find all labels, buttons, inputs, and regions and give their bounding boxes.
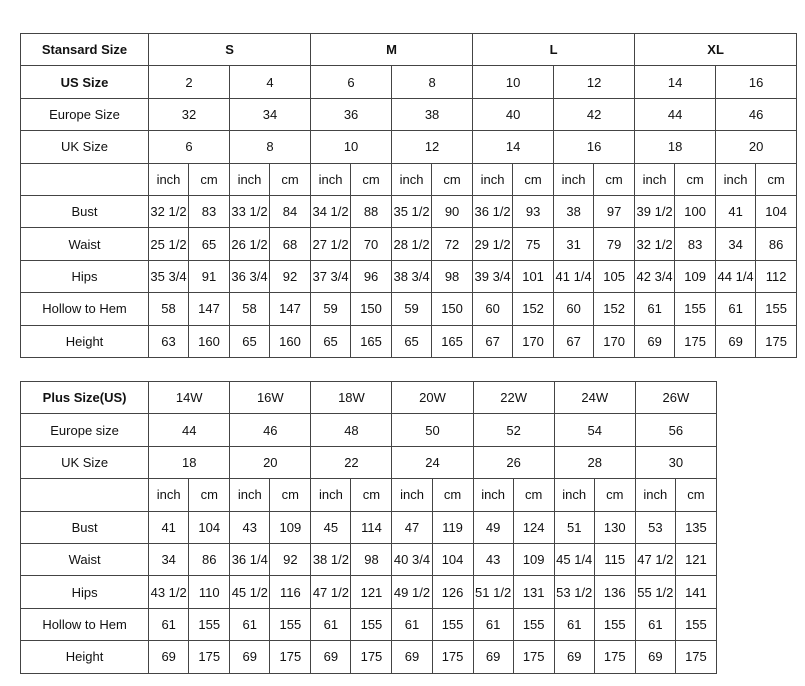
unit-row [21, 163, 797, 195]
plus-measure-inch: 61 [473, 608, 513, 640]
plus-measure-inch: 43 [230, 511, 270, 543]
uk-size-cell: 18 [635, 131, 716, 163]
plus-measure-cm: 114 [351, 511, 392, 543]
measure-inch: 35 1/2 [392, 195, 432, 227]
measure-cm: 160 [189, 325, 230, 357]
uk-size-cell: 20 [716, 131, 797, 163]
plus-unit-row [21, 479, 717, 511]
measure-cm: 155 [756, 293, 797, 325]
plus-measure-row [21, 543, 717, 575]
plus-measure-inch: 51 1/2 [473, 576, 513, 608]
plus-measure-cm: 119 [432, 511, 473, 543]
measure-inch: 25 1/2 [149, 228, 189, 260]
unit-row-blank [21, 163, 149, 195]
measure-cm: 86 [756, 228, 797, 260]
plus-size-row [21, 382, 717, 414]
plus-measure-inch: 43 [473, 543, 513, 575]
measure-inch: 60 [554, 293, 594, 325]
measure-inch: 69 [716, 325, 756, 357]
group-s: S [149, 34, 311, 66]
measure-inch: 27 1/2 [311, 228, 351, 260]
plus-size-cell: 26W [635, 382, 716, 414]
measure-cm: 160 [270, 325, 311, 357]
plus-measure-inch: 45 1/2 [230, 576, 270, 608]
plus-measure-inch: 61 [635, 608, 675, 640]
plus-measure-cm: 110 [189, 576, 230, 608]
measure-label: Waist [21, 228, 149, 260]
standard-size-table [20, 33, 797, 358]
measure-row [21, 293, 797, 325]
unit-inch: inch [311, 163, 351, 195]
plus-europe-cell: 48 [311, 414, 392, 446]
europe-size-cell: 40 [473, 98, 554, 130]
measure-cm: 165 [432, 325, 473, 357]
measure-cm: 97 [594, 195, 635, 227]
measure-inch: 63 [149, 325, 189, 357]
plus-unit-inch: inch [554, 479, 594, 511]
europe-size-label: Europe Size [21, 98, 149, 130]
plus-europe-cell: 52 [473, 414, 554, 446]
europe-size-cell: 44 [635, 98, 716, 130]
plus-measure-cm: 175 [351, 641, 392, 673]
measure-inch: 60 [473, 293, 513, 325]
measure-inch: 37 3/4 [311, 260, 351, 292]
unit-inch: inch [473, 163, 513, 195]
measure-cm: 88 [351, 195, 392, 227]
plus-measure-label: Bust [21, 511, 149, 543]
plus-measure-cm: 116 [270, 576, 311, 608]
plus-measure-inch: 47 [392, 511, 432, 543]
europe-size-row [21, 98, 797, 130]
plus-measure-inch: 61 [311, 608, 351, 640]
measure-cm: 147 [189, 293, 230, 325]
measure-cm: 150 [432, 293, 473, 325]
plus-unit-cm: cm [270, 479, 311, 511]
plus-unit-cm: cm [432, 479, 473, 511]
europe-size-cell: 42 [554, 98, 635, 130]
measure-inch: 29 1/2 [473, 228, 513, 260]
plus-unit-cm: cm [675, 479, 716, 511]
plus-measure-cm: 124 [513, 511, 554, 543]
measure-inch: 58 [230, 293, 270, 325]
plus-uk-cell: 28 [554, 446, 635, 478]
unit-inch: inch [554, 163, 594, 195]
plus-measure-cm: 155 [189, 608, 230, 640]
measure-inch: 38 [554, 195, 594, 227]
unit-cm: cm [756, 163, 797, 195]
plus-measure-cm: 109 [270, 511, 311, 543]
measure-inch: 34 [716, 228, 756, 260]
measure-cm: 152 [513, 293, 554, 325]
plus-measure-inch: 69 [392, 641, 432, 673]
plus-uk-label: UK Size [21, 446, 149, 478]
measure-cm: 72 [432, 228, 473, 260]
us-size-label: US Size [21, 66, 149, 98]
plus-measure-inch: 43 1/2 [149, 576, 189, 608]
uk-size-cell: 14 [473, 131, 554, 163]
europe-size-cell: 36 [311, 98, 392, 130]
plus-uk-cell: 24 [392, 446, 473, 478]
measure-cm: 83 [189, 195, 230, 227]
uk-size-label: UK Size [21, 131, 149, 163]
plus-uk-cell: 30 [635, 446, 716, 478]
plus-unit-row-blank [21, 479, 149, 511]
plus-measure-cm: 175 [432, 641, 473, 673]
unit-inch: inch [392, 163, 432, 195]
plus-measure-inch: 49 [473, 511, 513, 543]
measure-row [21, 325, 797, 357]
measure-cm: 65 [189, 228, 230, 260]
measure-cm: 92 [270, 260, 311, 292]
measure-inch: 26 1/2 [230, 228, 270, 260]
plus-unit-inch: inch [635, 479, 675, 511]
measure-inch: 59 [311, 293, 351, 325]
plus-measure-cm: 115 [594, 543, 635, 575]
measure-inch: 38 3/4 [392, 260, 432, 292]
plus-size-cell: 22W [473, 382, 554, 414]
plus-measure-cm: 155 [432, 608, 473, 640]
measure-cm: 84 [270, 195, 311, 227]
measure-cm: 150 [351, 293, 392, 325]
measure-cm: 105 [594, 260, 635, 292]
measure-inch: 39 1/2 [635, 195, 675, 227]
uk-size-cell: 6 [149, 131, 230, 163]
measure-inch: 36 3/4 [230, 260, 270, 292]
measure-cm: 90 [432, 195, 473, 227]
plus-measure-inch: 61 [392, 608, 432, 640]
measure-cm: 100 [675, 195, 716, 227]
plus-measure-inch: 69 [149, 641, 189, 673]
measure-inch: 67 [554, 325, 594, 357]
measure-inch: 61 [716, 293, 756, 325]
plus-measure-cm: 155 [270, 608, 311, 640]
plus-europe-label: Europe size [21, 414, 149, 446]
plus-measure-label: Waist [21, 543, 149, 575]
measure-inch: 67 [473, 325, 513, 357]
plus-measure-inch: 45 1/4 [554, 543, 594, 575]
plus-measure-inch: 41 [149, 511, 189, 543]
plus-measure-inch: 38 1/2 [311, 543, 351, 575]
measure-cm: 79 [594, 228, 635, 260]
measure-cm: 109 [675, 260, 716, 292]
plus-unit-cm: cm [513, 479, 554, 511]
measure-inch: 41 [716, 195, 756, 227]
plus-uk-cell: 20 [230, 446, 311, 478]
plus-measure-cm: 136 [594, 576, 635, 608]
plus-measure-inch: 36 1/4 [230, 543, 270, 575]
standard-group-row [21, 34, 797, 66]
plus-measure-inch: 47 1/2 [635, 543, 675, 575]
plus-measure-inch: 49 1/2 [392, 576, 432, 608]
unit-cm: cm [432, 163, 473, 195]
unit-inch: inch [149, 163, 189, 195]
measure-cm: 98 [432, 260, 473, 292]
plus-unit-cm: cm [189, 479, 230, 511]
measure-label: Height [21, 325, 149, 357]
measure-cm: 70 [351, 228, 392, 260]
measure-cm: 147 [270, 293, 311, 325]
plus-measure-row [21, 641, 717, 673]
measure-cm: 104 [756, 195, 797, 227]
plus-size-cell: 20W [392, 382, 473, 414]
us-size-cell: 6 [311, 66, 392, 98]
uk-size-row [21, 131, 797, 163]
plus-measure-cm: 155 [513, 608, 554, 640]
measure-cm: 96 [351, 260, 392, 292]
plus-unit-inch: inch [392, 479, 432, 511]
group-m: M [311, 34, 473, 66]
plus-measure-inch: 40 3/4 [392, 543, 432, 575]
measure-inch: 65 [230, 325, 270, 357]
measure-cm: 112 [756, 260, 797, 292]
us-size-cell: 16 [716, 66, 797, 98]
measure-inch: 65 [311, 325, 351, 357]
measure-cm: 75 [513, 228, 554, 260]
unit-cm: cm [351, 163, 392, 195]
plus-measure-inch: 53 1/2 [554, 576, 594, 608]
europe-size-cell: 34 [230, 98, 311, 130]
plus-measure-cm: 126 [432, 576, 473, 608]
measure-inch: 42 3/4 [635, 260, 675, 292]
plus-measure-inch: 69 [473, 641, 513, 673]
plus-europe-cell: 44 [149, 414, 230, 446]
unit-cm: cm [270, 163, 311, 195]
europe-size-cell: 46 [716, 98, 797, 130]
measure-cm: 152 [594, 293, 635, 325]
plus-measure-cm: 121 [675, 543, 716, 575]
us-size-row [21, 66, 797, 98]
plus-unit-inch: inch [311, 479, 351, 511]
plus-uk-cell: 22 [311, 446, 392, 478]
plus-europe-cell: 46 [230, 414, 311, 446]
uk-size-cell: 12 [392, 131, 473, 163]
us-size-cell: 14 [635, 66, 716, 98]
measure-inch: 65 [392, 325, 432, 357]
plus-measure-inch: 51 [554, 511, 594, 543]
unit-cm: cm [594, 163, 635, 195]
measure-cm: 68 [270, 228, 311, 260]
us-size-cell: 2 [149, 66, 230, 98]
measure-cm: 101 [513, 260, 554, 292]
group-xl: XL [635, 34, 797, 66]
europe-size-cell: 38 [392, 98, 473, 130]
plus-measure-inch: 55 1/2 [635, 576, 675, 608]
plus-size-cell: 14W [149, 382, 230, 414]
measure-label: Hips [21, 260, 149, 292]
plus-unit-inch: inch [473, 479, 513, 511]
plus-measure-label: Height [21, 641, 149, 673]
plus-unit-inch: inch [230, 479, 270, 511]
measure-inch: 69 [635, 325, 675, 357]
measure-inch: 41 1/4 [554, 260, 594, 292]
measure-cm: 165 [351, 325, 392, 357]
measure-cm: 175 [756, 325, 797, 357]
plus-measure-cm: 135 [675, 511, 716, 543]
measure-inch: 39 3/4 [473, 260, 513, 292]
plus-measure-row [21, 608, 717, 640]
measure-row [21, 228, 797, 260]
us-size-cell: 12 [554, 66, 635, 98]
plus-measure-row [21, 511, 717, 543]
plus-measure-inch: 53 [635, 511, 675, 543]
plus-uk-row [21, 446, 717, 478]
plus-measure-inch: 61 [554, 608, 594, 640]
plus-uk-cell: 26 [473, 446, 554, 478]
plus-measure-inch: 69 [230, 641, 270, 673]
plus-measure-label: Hollow to Hem [21, 608, 149, 640]
measure-cm: 170 [594, 325, 635, 357]
unit-cm: cm [675, 163, 716, 195]
uk-size-cell: 10 [311, 131, 392, 163]
measure-cm: 155 [675, 293, 716, 325]
plus-measure-label: Hips [21, 576, 149, 608]
plus-size-cell: 18W [311, 382, 392, 414]
measure-inch: 36 1/2 [473, 195, 513, 227]
measure-inch: 31 [554, 228, 594, 260]
measure-cm: 83 [675, 228, 716, 260]
measure-cm: 91 [189, 260, 230, 292]
plus-uk-cell: 18 [149, 446, 230, 478]
plus-measure-inch: 47 1/2 [311, 576, 351, 608]
plus-measure-cm: 104 [432, 543, 473, 575]
plus-europe-cell: 50 [392, 414, 473, 446]
unit-inch: inch [716, 163, 756, 195]
measure-inch: 44 1/4 [716, 260, 756, 292]
plus-measure-cm: 109 [513, 543, 554, 575]
measure-inch: 32 1/2 [635, 228, 675, 260]
plus-europe-row [21, 414, 717, 446]
plus-unit-cm: cm [594, 479, 635, 511]
plus-measure-cm: 155 [675, 608, 716, 640]
plus-measure-inch: 69 [311, 641, 351, 673]
plus-measure-cm: 155 [351, 608, 392, 640]
plus-measure-inch: 61 [230, 608, 270, 640]
measure-cm: 170 [513, 325, 554, 357]
plus-size-table [20, 381, 717, 674]
measure-inch: 28 1/2 [392, 228, 432, 260]
plus-measure-cm: 141 [675, 576, 716, 608]
plus-size-cell: 24W [554, 382, 635, 414]
measure-row [21, 260, 797, 292]
unit-inch: inch [230, 163, 270, 195]
unit-cm: cm [513, 163, 554, 195]
plus-measure-inch: 34 [149, 543, 189, 575]
plus-measure-inch: 69 [635, 641, 675, 673]
plus-measure-cm: 130 [594, 511, 635, 543]
plus-measure-inch: 69 [554, 641, 594, 673]
uk-size-cell: 16 [554, 131, 635, 163]
us-size-cell: 8 [392, 66, 473, 98]
plus-measure-cm: 175 [270, 641, 311, 673]
plus-measure-row [21, 576, 717, 608]
measure-inch: 33 1/2 [230, 195, 270, 227]
plus-measure-cm: 175 [189, 641, 230, 673]
measure-inch: 59 [392, 293, 432, 325]
plus-measure-cm: 121 [351, 576, 392, 608]
measure-label: Hollow to Hem [21, 293, 149, 325]
plus-measure-cm: 104 [189, 511, 230, 543]
plus-measure-inch: 45 [311, 511, 351, 543]
plus-measure-cm: 86 [189, 543, 230, 575]
standard-header-label: Stansard Size [21, 34, 149, 66]
measure-cm: 175 [675, 325, 716, 357]
plus-measure-cm: 98 [351, 543, 392, 575]
group-l: L [473, 34, 635, 66]
plus-unit-inch: inch [149, 479, 189, 511]
measure-inch: 34 1/2 [311, 195, 351, 227]
measure-cm: 93 [513, 195, 554, 227]
measure-inch: 58 [149, 293, 189, 325]
measure-row [21, 195, 797, 227]
plus-europe-cell: 56 [635, 414, 716, 446]
plus-measure-cm: 155 [594, 608, 635, 640]
us-size-cell: 4 [230, 66, 311, 98]
us-size-cell: 10 [473, 66, 554, 98]
plus-europe-cell: 54 [554, 414, 635, 446]
measure-inch: 61 [635, 293, 675, 325]
europe-size-cell: 32 [149, 98, 230, 130]
plus-measure-cm: 92 [270, 543, 311, 575]
uk-size-cell: 8 [230, 131, 311, 163]
plus-measure-cm: 175 [513, 641, 554, 673]
unit-cm: cm [189, 163, 230, 195]
measure-inch: 32 1/2 [149, 195, 189, 227]
plus-measure-inch: 61 [149, 608, 189, 640]
plus-size-cell: 16W [230, 382, 311, 414]
measure-inch: 35 3/4 [149, 260, 189, 292]
unit-inch: inch [635, 163, 675, 195]
plus-header-label: Plus Size(US) [21, 382, 149, 414]
measure-label: Bust [21, 195, 149, 227]
plus-measure-cm: 175 [675, 641, 716, 673]
plus-unit-cm: cm [351, 479, 392, 511]
plus-measure-cm: 131 [513, 576, 554, 608]
plus-measure-cm: 175 [594, 641, 635, 673]
